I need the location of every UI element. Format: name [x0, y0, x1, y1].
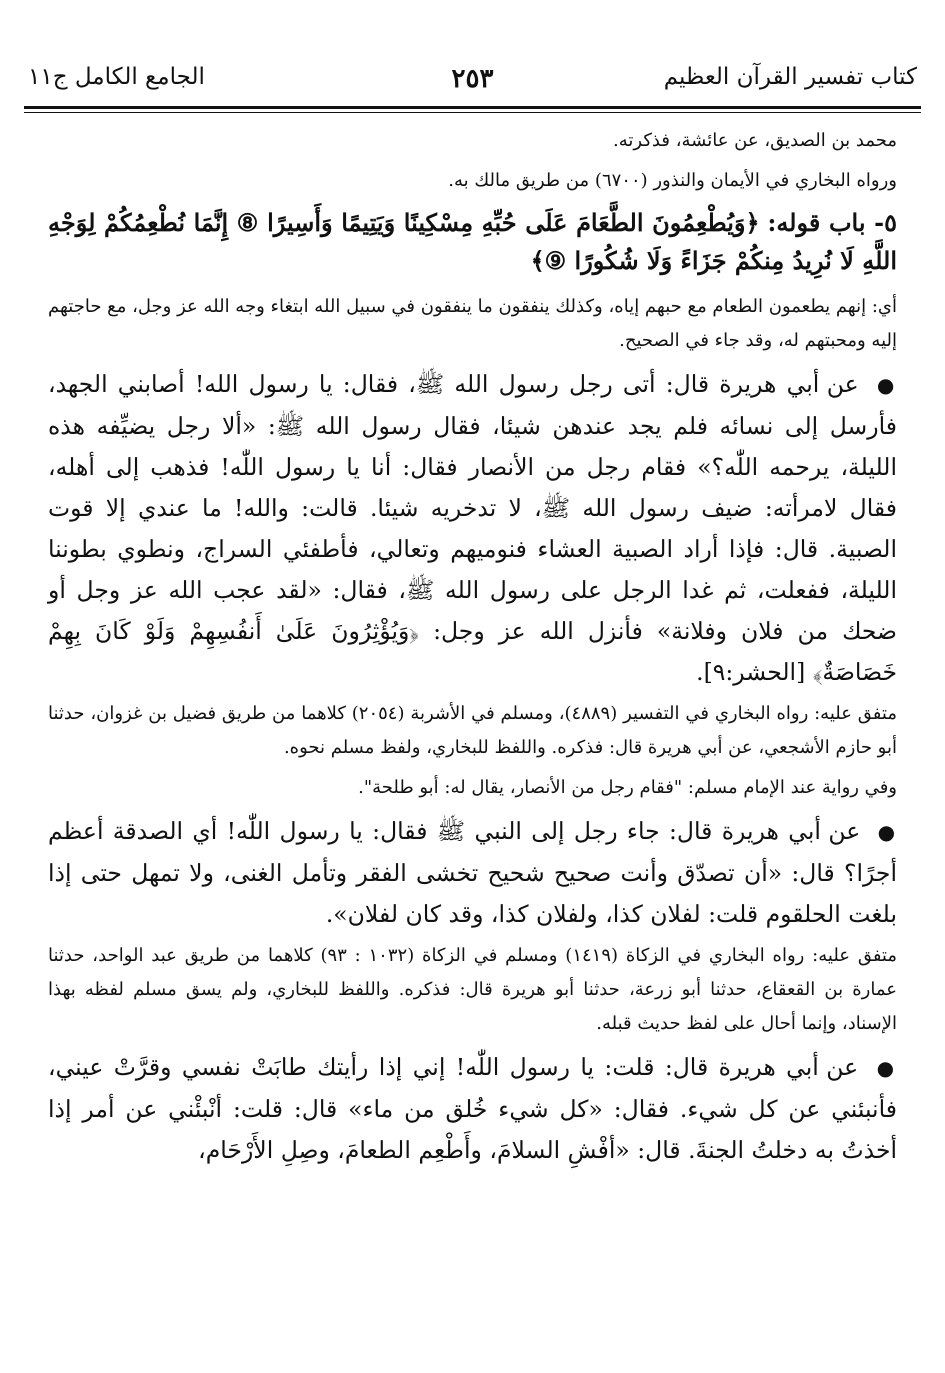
chapter-heading-label: ٥- باب قوله:	[767, 208, 897, 237]
hadith-1	[48, 364, 897, 693]
collection-title: الجامع الكامل ج١١	[28, 64, 205, 90]
book-title: كتاب تفسير القرآن العظيم	[663, 64, 917, 90]
paragraph-continuation: محمد بن الصديق، عن عائشة، فذكرته.	[613, 130, 897, 151]
commentary-paragraph: أي: إنهم يطعمون الطعام مع حبهم إياه، وكذلك ينفقون ما ينفقون في سبيل الله ابتغاء وجه الله عز وجل، مع حاجتهم إليه ومحبتهم له، وقد جاء في الصحيح.	[48, 296, 897, 351]
hadith-3-text: عن أبي هريرة قال: قلت: يا رسول اللّٰه! إني إذا رأيتك طابَتْ نفسي وقرَّتْ عيني، فأنبئني عن كل شيء. فقال: «كل شيء خُلق من ماء» قال: قلت: أنْبئْني عن أمر إذا أخذتُ به دخلتُ الجنةَ. قال: «أفْشِ السلامَ، وأَطْعِم الطعامَ، وصِلِ الأَرْحَام،	[48, 1053, 897, 1164]
header-rule-thin	[24, 112, 921, 113]
bullet-icon: ●	[877, 820, 897, 844]
paragraph-reference: ورواه البخاري في الأيمان والنذور (٦٧٠٠) من طريق مالك به.	[448, 170, 897, 191]
page-number: ٢٥٣	[451, 64, 494, 94]
bullet-icon: ●	[876, 373, 897, 397]
bullet-icon: ●	[876, 1056, 898, 1080]
page-header	[28, 62, 917, 108]
hadith-3	[48, 1047, 897, 1171]
takhrij-note-3: متفق عليه: رواه البخاري في الزكاة (١٤١٩) ومسلم في الزكاة (١٠٣٢ : ٩٣) كلاهما من طريق عبد الواحد، حدثنا عمارة بن القعقاع، حدثنا أبو زرعة، حدثنا أبو هريرة قال: فذكره. واللفظ للبخاري، ولم يسق مسلم لفظه بهذا الإسناد، وإنما أحال على لفظ حديث قبله.	[48, 945, 898, 1034]
takhrij-note-2: وفي رواية عند الإمام مسلم: "فقام رجل من الأنصار، يقال له: أبو طلحة".	[358, 777, 897, 798]
chapter-heading	[48, 204, 897, 280]
hadith-2	[48, 811, 897, 935]
header-rule-thick	[24, 106, 921, 109]
hadith-1-text: عن أبي هريرة قال: أتى رجل رسول الله ﷺ، فقال: يا رسول الله! أصابني الجهد، فأرسل إلى نسائه فلم يجد عندهن شيئا، فقال رسول الله ﷺ: «ألا رجل يضيِّفه هذه الليلة، يرحمه اللّٰه؟» فقام رجل من الأنصار فقال: أنا يا رسول اللّٰه! فذهب إلى أهله، فقال لامرأته: ضيف رسول الله ﷺ، لا تدخريه شيئا. قالت: والله! ما عندي إلا قوت الصبية. قال: فإذا أراد الصبية العشاء فنوميهم وتعالي، فأطفئي السراج، ونطوي بطوننا الليلة، ففعلت، ثم غدا الرجل على رسول الله ﷺ، فقال: «لقد عجب الله عز وجل أو ضحك من فلان وفلانة» فأنزل الله عز وجل: ﴿وَيُؤْثِرُونَ عَلَىٰ أَنفُسِهِمْ وَلَوْ كَانَ بِهِمْ خَصَاصَةٌ﴾ [الحشر:٩].	[48, 370, 897, 686]
page-body	[48, 124, 897, 1175]
hadith-2-text: عن أبي هريرة قال: جاء رجل إلى النبي ﷺ فقال: يا رسول اللّٰه! أي الصدقة أعظم أجرًا؟ قال: «أن تصدّق وأنت صحيح شحيح تخشى الفقر وتأمل الغنى، ولا تمهل حتى إذا بلغت الحلقوم قلت: لفلان كذا، ولفلان كذا، وقد كان لفلان».	[48, 817, 897, 928]
chapter-heading-verse: ﴿وَيُطْعِمُونَ الطَّعَامَ عَلَى حُبِّهِ مِسْكِينًا وَيَتِيمًا وَأَسِيرًا ⑧ إِنَّمَا نُطْعِمُكُمْ لِوَجْهِ اللَّهِ لَا نُرِيدُ مِنكُمْ جَزَاءً وَلَا شُكُورًا ⑨﴾	[48, 208, 897, 275]
takhrij-note-1: متفق عليه: رواه البخاري في التفسير (٤٨٨٩)، ومسلم في الأشربة (٢٠٥٤) كلاهما من طريق فضيل بن غزوان، حدثنا أبو حازم الأشجعي، عن أبي هريرة قال: فذكره. واللفظ للبخاري، ولفظ مسلم نحوه.	[48, 703, 897, 758]
